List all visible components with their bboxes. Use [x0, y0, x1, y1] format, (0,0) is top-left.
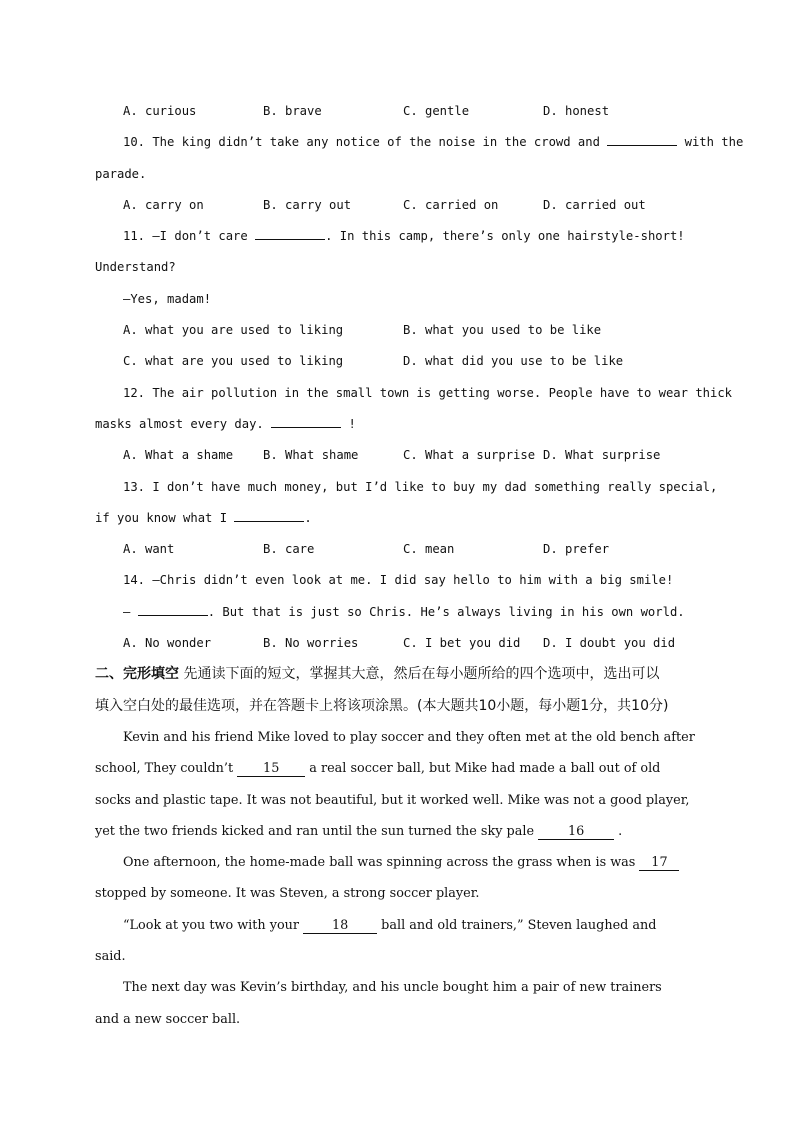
- q14-option-c: C. I bet you did: [403, 636, 521, 651]
- q13-option-b: B. care: [263, 542, 315, 557]
- q11-stem-cont: Understand?: [95, 260, 176, 275]
- passage-p3-line2: said.: [95, 949, 126, 965]
- q12-stem: 12. The air pollution in the small town is getting worse. People have to wear thick: [123, 385, 733, 400]
- q11-blank: [255, 225, 325, 240]
- blank-17: 17: [639, 856, 679, 871]
- q12-blank: [271, 413, 341, 428]
- q13-option-c: C. mean: [403, 542, 455, 557]
- passage-p4-line2: and a new soccer ball.: [95, 1011, 241, 1027]
- q12-option-b: B. What shame: [263, 448, 359, 463]
- q10-stem: 10. The king didn’t take any notice of the noise in the crowd and with the: [95, 127, 699, 158]
- q14-blank: [138, 601, 208, 616]
- blank-16: 16: [538, 825, 614, 840]
- q10-options: [95, 190, 699, 221]
- q13-option-d: D. prefer: [543, 542, 610, 557]
- q12-option-c: C. What a surprise: [403, 448, 536, 463]
- q9-option-d: D. honest: [543, 104, 610, 118]
- q12-options: [95, 440, 699, 471]
- q9-option-c: C. gentle: [403, 104, 470, 118]
- q14-option-b: B. No worries: [263, 636, 359, 651]
- section2-instructions-a: 先通读下面的短文，掌握其大意，然后在每小题所给的四个选项中，选出可以: [183, 666, 660, 683]
- q10-stem-cont: parade.: [95, 166, 147, 181]
- q12-option-d: D. What surprise: [543, 448, 661, 463]
- section2-title: 二、完形填空: [95, 666, 179, 683]
- passage-p4-line1: The next day was Kevin’s birthday, and his uncle bought him a pair of new trainers: [123, 980, 662, 996]
- q11-options-row1: [95, 315, 699, 346]
- q14-reply: — . But that is just so Chris. He’s always living in his own world.: [95, 597, 699, 628]
- q13-stem: 13. I don’t have much money, but I’d like to buy my dad something really special,: [123, 479, 718, 494]
- q12-stem-cont: masks almost every day. !: [95, 409, 699, 440]
- q11-option-a: A. what you are used to liking: [123, 323, 344, 338]
- passage-p3-line1: “Look at you two with your 18 ball and old trainers,” Steven laughed and: [123, 917, 657, 933]
- blank-15: 15: [237, 762, 305, 777]
- passage-p1-line4: yet the two friends kicked and ran until the sun turned the sky pale 16 .: [95, 823, 623, 839]
- passage-p2-line1: One afternoon, the home-made ball was spinning across the grass when is was 17: [95, 847, 699, 878]
- q13-options: [95, 534, 699, 565]
- q10-option-a: A. carry on: [123, 197, 204, 212]
- q13-blank: [234, 507, 304, 522]
- q9-option-a: A. curious: [123, 104, 197, 118]
- passage-p2-line2: stopped by someone. It was Steven, a strong soccer player.: [95, 886, 480, 902]
- section2-instructions-b: 填入空白处的最佳选项，并在答题卡上将该项涂黑。(本大题共10小题，每小题1分，共10分): [95, 697, 669, 714]
- q10-option-c: C. carried on: [403, 197, 499, 212]
- q11-option-b: B. what you used to be like: [403, 323, 602, 338]
- q13-stem-cont: if you know what I .: [95, 503, 699, 534]
- section2-heading: [95, 659, 699, 690]
- q13-option-a: A. want: [123, 542, 175, 557]
- q10-option-d: D. carried out: [543, 197, 646, 212]
- q10-blank: [607, 131, 677, 146]
- q12-option-a: A. What a shame: [123, 448, 234, 463]
- q14-stem: 14. —Chris didn’t even look at me. I did say hello to him with a big smile!: [123, 573, 674, 588]
- passage-p1-line1: Kevin and his friend Mike loved to play soccer and they often met at the old bench after: [123, 729, 695, 745]
- q10-option-b: B. carry out: [263, 197, 352, 212]
- q9-option-b: B. brave: [263, 104, 322, 118]
- exam-page: [95, 96, 744, 1035]
- q11-options-row2: [95, 346, 699, 377]
- q14-options: [95, 628, 699, 659]
- q11-stem: 11. —I don’t care . In this camp, there’s only one hairstyle-short!: [95, 221, 699, 252]
- q14-option-d: D. I doubt you did: [543, 636, 676, 651]
- q11-option-c: C. what are you used to liking: [123, 354, 344, 369]
- passage-p1-line3: socks and plastic tape. It was not beautiful, but it worked well. Mike was not a good player,: [95, 792, 690, 808]
- q9-options: [95, 96, 699, 127]
- blank-18: 18: [303, 919, 377, 934]
- passage-p1-line2: school, They couldn’t 15 a real soccer ball, but Mike had made a ball out of old: [95, 761, 661, 777]
- q11-option-d: D. what did you use to be like: [403, 354, 624, 369]
- q14-option-a: A. No wonder: [123, 636, 212, 651]
- q11-reply: —Yes, madam!: [123, 291, 212, 306]
